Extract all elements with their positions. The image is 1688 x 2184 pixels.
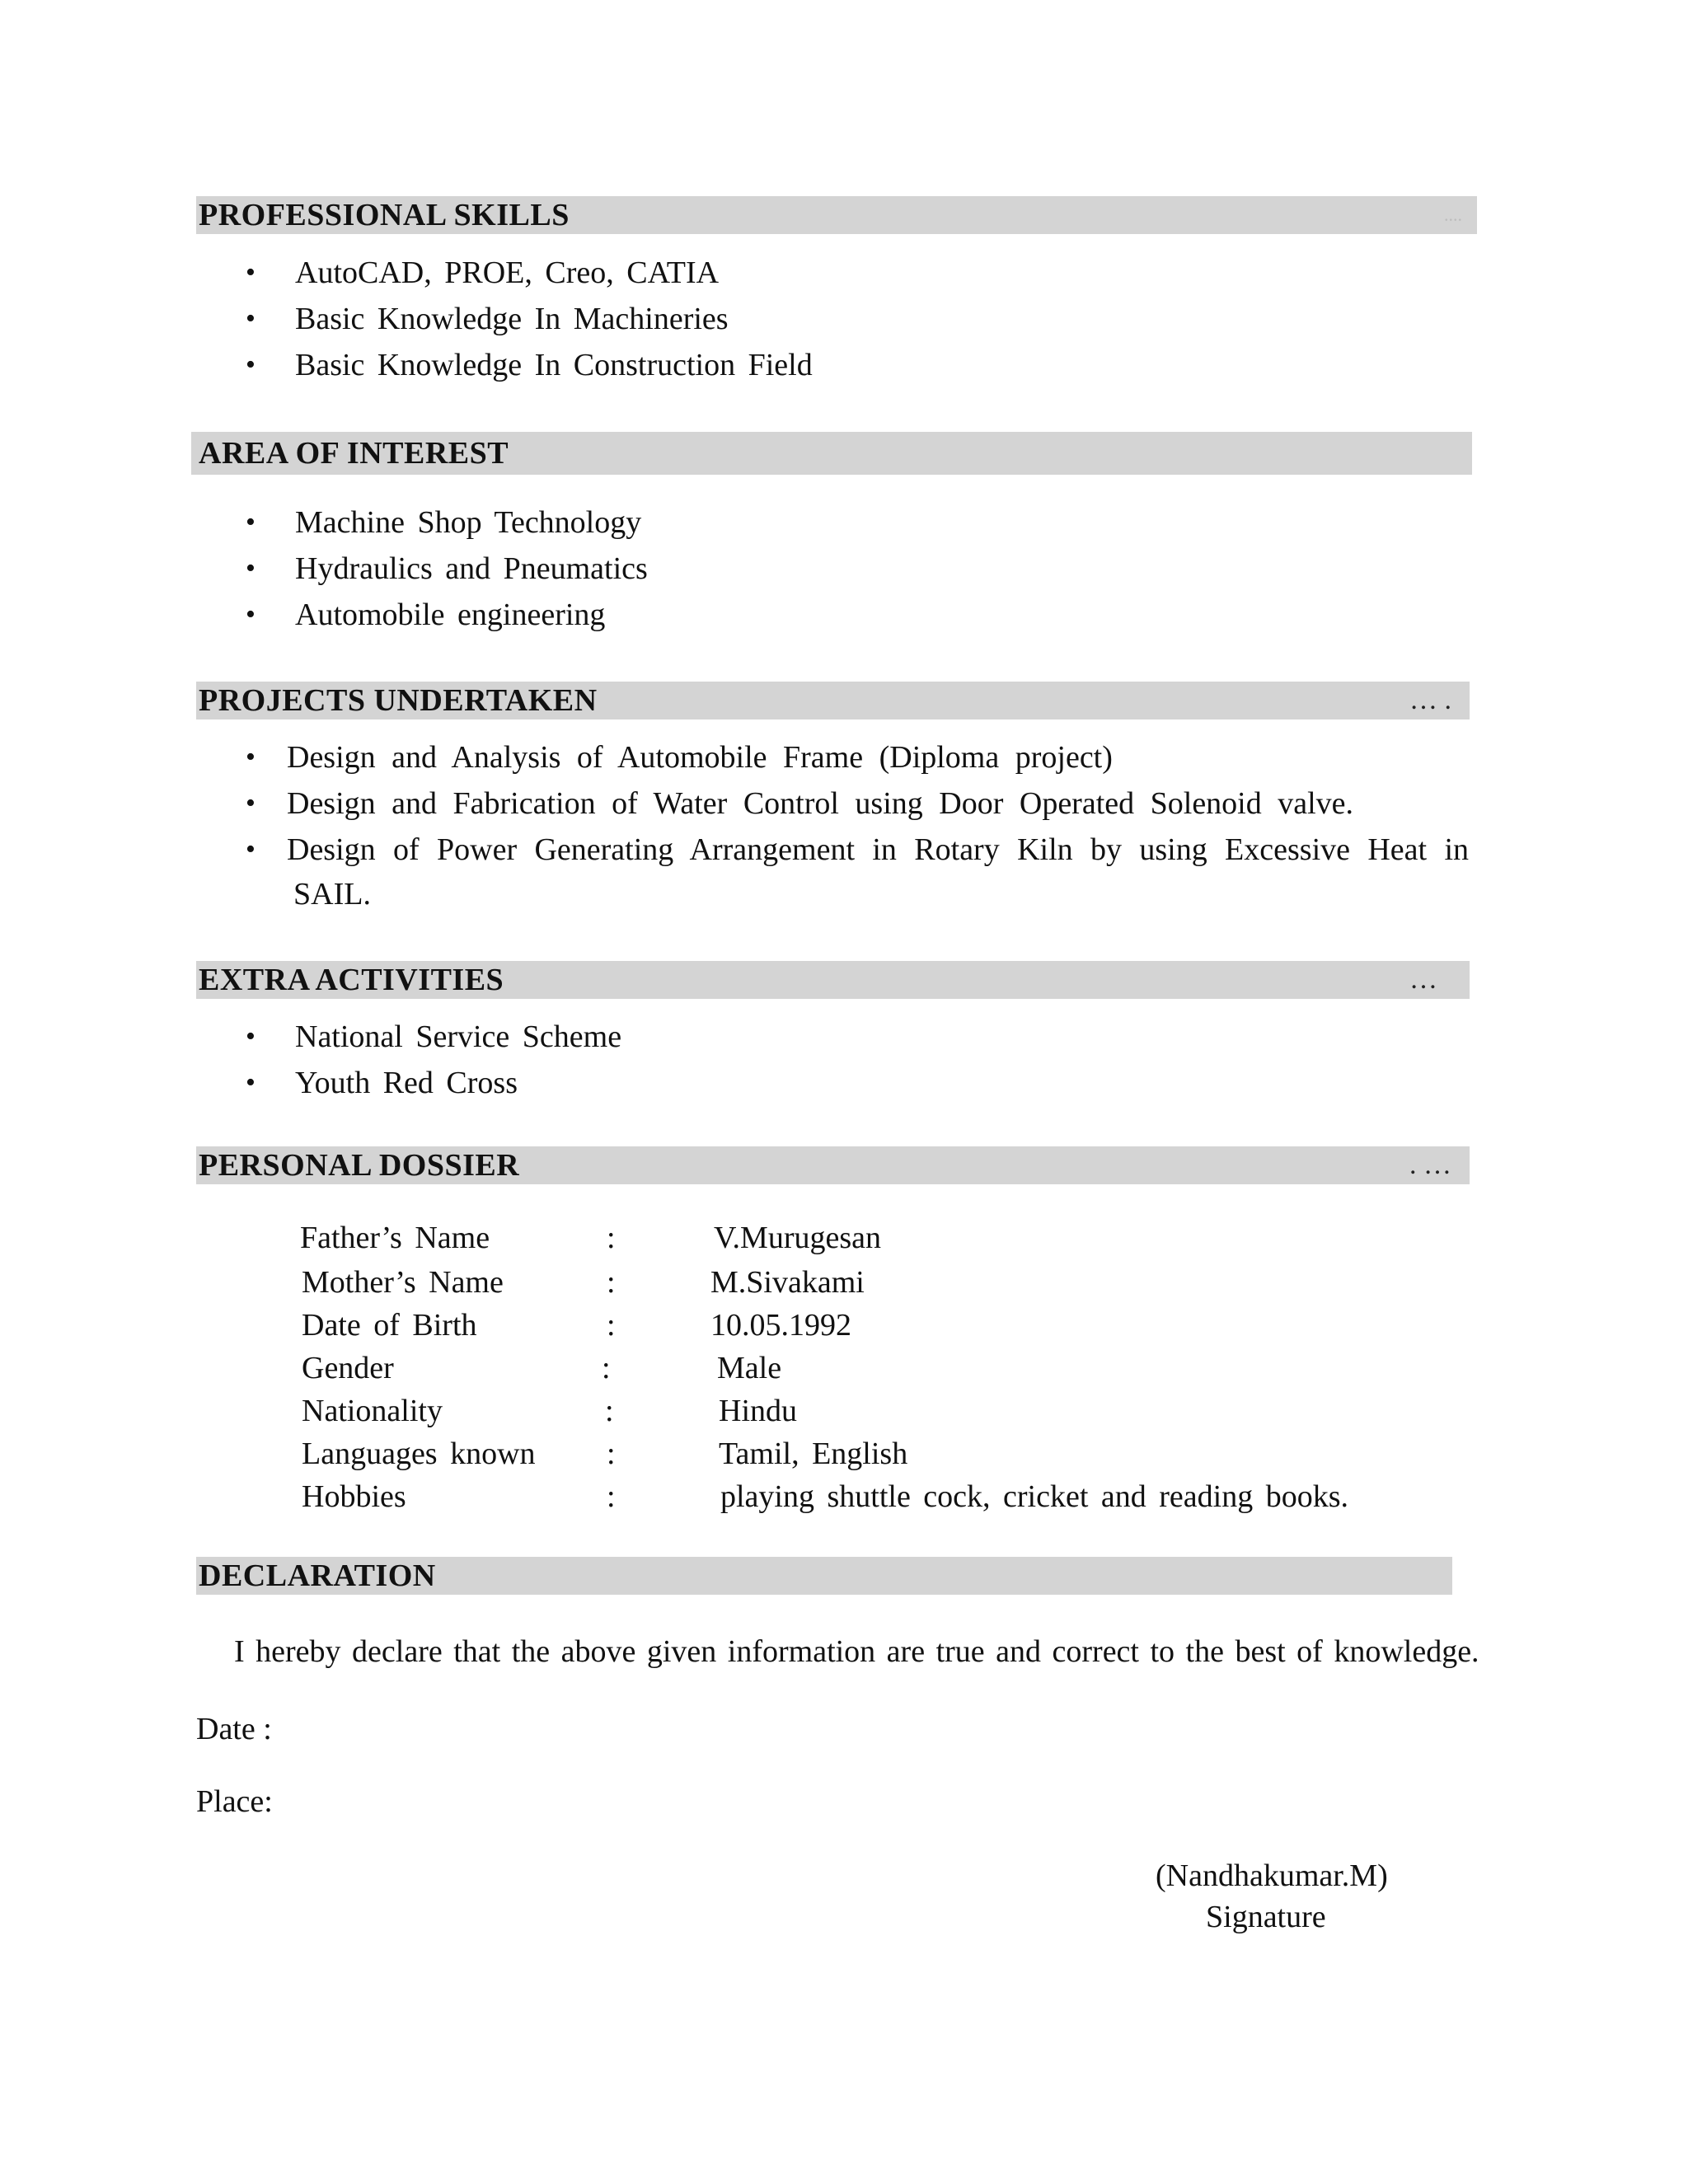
list-item: • National Service Scheme bbox=[246, 1019, 622, 1054]
dossier-value: Tamil, English bbox=[719, 1436, 908, 1471]
date-label: Date : bbox=[196, 1712, 272, 1746]
section-dots-projects: … . bbox=[1409, 685, 1451, 715]
list-item: • Machine Shop Technology bbox=[246, 505, 642, 540]
section-title-interest: AREA OF INTEREST bbox=[199, 436, 509, 471]
list-item: • Hydraulics and Pneumatics bbox=[246, 551, 648, 586]
dossier-colon: : bbox=[607, 1265, 616, 1300]
list-item: • Design and Analysis of Automobile Frame (Diploma project) bbox=[246, 740, 1113, 775]
dossier-label: Date of Birth bbox=[302, 1308, 477, 1343]
section-title-skills: PROFESSIONAL SKILLS bbox=[199, 198, 570, 232]
section-title-extra: EXTRA ACTIVITIES bbox=[199, 963, 504, 997]
dossier-colon: : bbox=[607, 1221, 616, 1255]
dossier-label: Languages known bbox=[302, 1436, 536, 1471]
dossier-colon: : bbox=[607, 1308, 616, 1343]
dossier-colon: : bbox=[605, 1394, 614, 1428]
section-dots-extra: … bbox=[1409, 964, 1437, 995]
dossier-value: playing shuttle cock, cricket and reading books. bbox=[720, 1479, 1349, 1514]
dossier-label: Father’s Name bbox=[300, 1221, 490, 1255]
extra-list bbox=[246, 1014, 621, 1106]
place-label: Place: bbox=[196, 1784, 273, 1819]
section-title-projects: PROJECTS UNDERTAKEN bbox=[199, 683, 598, 718]
list-item: • Basic Knowledge In Construction Field bbox=[246, 348, 813, 382]
section-title-declaration: DECLARATION bbox=[199, 1558, 436, 1593]
dossier-value: M.Sivakami bbox=[710, 1265, 865, 1300]
project-item-continuation: SAIL. bbox=[293, 877, 371, 912]
skills-list bbox=[246, 250, 813, 388]
dossier-value: Male bbox=[717, 1351, 782, 1385]
dossier-label: Hobbies bbox=[302, 1479, 406, 1514]
dossier-value: 10.05.1992 bbox=[710, 1308, 851, 1343]
declaration-text: I hereby declare that the above given information are true and correct to the best of knowledge. bbox=[234, 1634, 1479, 1669]
projects-list bbox=[246, 734, 1469, 873]
dossier-colon: : bbox=[607, 1479, 616, 1514]
dossier-colon: : bbox=[607, 1436, 616, 1471]
dossier-label: Nationality bbox=[302, 1394, 443, 1428]
list-item: • Design and Fabrication of Water Control using Door Operated Solenoid valve. bbox=[246, 786, 1354, 821]
dossier-value: V.Murugesan bbox=[714, 1221, 882, 1255]
list-item: • Basic Knowledge In Machineries bbox=[246, 302, 729, 336]
section-title-personal: PERSONAL DOSSIER bbox=[199, 1148, 520, 1183]
section-dots-personal: . … bbox=[1409, 1150, 1451, 1180]
dossier-label: Gender bbox=[302, 1351, 394, 1385]
dossier-value: Hindu bbox=[719, 1394, 797, 1428]
section-dots-skills: .... bbox=[1444, 204, 1462, 225]
signature-label: Signature bbox=[1206, 1900, 1326, 1934]
list-item: • Automobile engineering bbox=[246, 598, 606, 632]
list-item: • AutoCAD, PROE, Creo, CATIA bbox=[246, 255, 720, 290]
dossier-label: Mother’s Name bbox=[302, 1265, 504, 1300]
dossier-colon: : bbox=[602, 1351, 611, 1385]
list-item: • Youth Red Cross bbox=[246, 1066, 518, 1100]
list-item: • Design of Power Generating Arrangement in Rotary Kiln by using Excessive Heat in bbox=[246, 832, 1469, 867]
signatory-name: (Nandhakumar.M) bbox=[1156, 1858, 1388, 1893]
interest-list bbox=[246, 499, 648, 638]
